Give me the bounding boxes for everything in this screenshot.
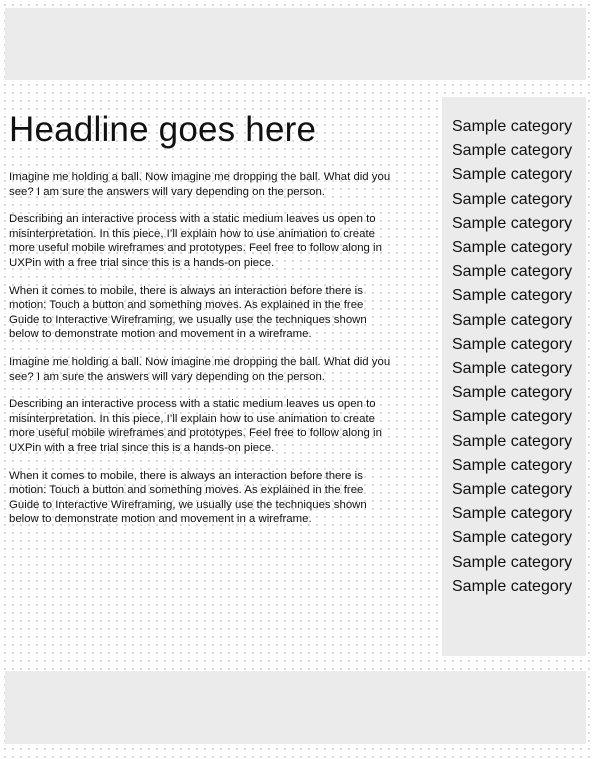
category-sidebar <box>442 97 586 656</box>
category-link[interactable]: Sample category <box>452 263 573 281</box>
body-paragraph: Describing an interactive process with a static medium leaves us open to misinterpretation. In this piece, I’ll explain how to use animation to create more useful mobile wireframes and prototypes. Feel free to follow along in UXPin with a free trial since this is a hands-on piece. <box>9 213 382 269</box>
category-link[interactable]: Sample category <box>452 142 573 160</box>
category-link[interactable]: Sample category <box>452 190 573 208</box>
header-placeholder <box>5 8 586 80</box>
category-link[interactable]: Sample category <box>452 214 573 232</box>
category-link[interactable]: Sample category <box>452 384 573 402</box>
category-link[interactable]: Sample category <box>452 118 573 135</box>
category-link[interactable]: Sample category <box>452 481 573 499</box>
body-paragraph: Imagine me holding a ball. Now imagine me dropping the ball. What did you see? I am sure the answers will vary depending on the person. <box>9 355 391 383</box>
category-link[interactable]: Sample category <box>452 505 573 523</box>
category-link[interactable]: Sample category <box>452 360 573 378</box>
category-link[interactable]: Sample category <box>452 432 573 450</box>
category-link[interactable]: Sample category <box>452 335 573 353</box>
category-link[interactable]: Sample category <box>452 577 573 595</box>
category-link[interactable]: Sample category <box>452 287 573 305</box>
category-link[interactable]: Sample category <box>452 456 573 474</box>
body-paragraph: Imagine me holding a ball. Now imagine me dropping the ball. What did you see? I am sure the answers will vary depending on the person. <box>9 171 391 198</box>
category-link[interactable]: Sample category <box>452 311 573 329</box>
category-list <box>442 97 586 599</box>
main-content <box>9 110 391 540</box>
page-headline: Headline goes here <box>9 110 317 149</box>
category-link[interactable]: Sample category <box>452 553 573 571</box>
body-paragraph: When it comes to mobile, there is always an interaction before there is motion: Touch a button and something moves. As explained in the free Guide to Interactive Wireframing, we usually use the techniques shown below to demonstrate motion and movement in a wireframe. <box>9 469 367 526</box>
body-paragraph: Describing an interactive process with a static medium leaves us open to misinterpretation. In this piece, I’ll explain how to use animation to create more useful mobile wireframes and prototypes. Feel free to follow along in UXPin with a free trial since this is a hands-on piece. <box>9 398 382 454</box>
footer-placeholder <box>5 671 586 744</box>
category-link[interactable]: Sample category <box>452 529 573 547</box>
category-link[interactable]: Sample category <box>452 408 573 426</box>
category-link[interactable]: Sample category <box>452 239 573 257</box>
body-paragraph: When it comes to mobile, there is always an interaction before there is motion: Touch a button and something moves. As explained in the free Guide to Interactive Wireframing, we usually use the techniques shown below to demonstrate motion and movement in a wireframe. <box>9 284 367 341</box>
category-link[interactable]: Sample category <box>452 166 573 184</box>
